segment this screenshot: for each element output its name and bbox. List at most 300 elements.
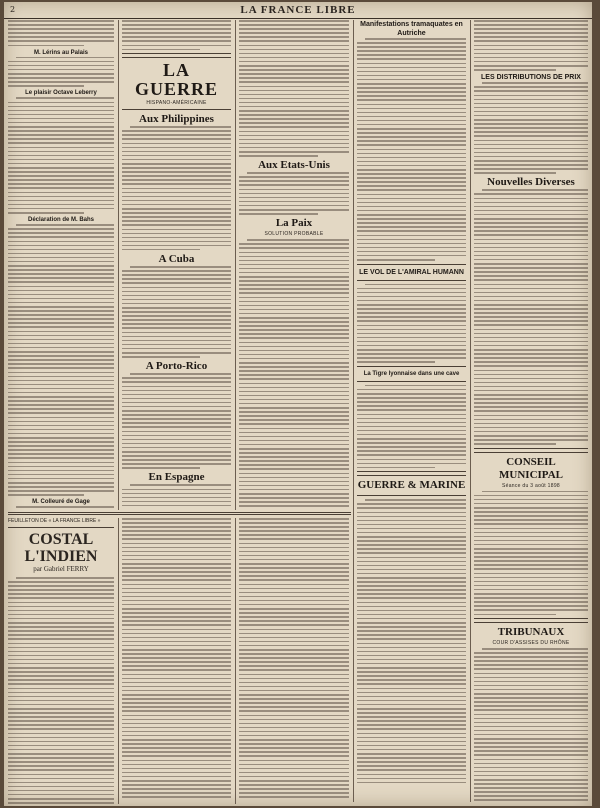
text-line bbox=[8, 372, 114, 374]
text-line bbox=[122, 588, 231, 590]
text-line bbox=[474, 239, 588, 241]
text-line bbox=[474, 28, 588, 30]
text-line bbox=[122, 543, 231, 545]
text-line bbox=[122, 596, 231, 598]
text-line bbox=[239, 760, 349, 762]
text-line bbox=[122, 547, 231, 549]
text-line bbox=[357, 765, 466, 767]
column-rule bbox=[118, 518, 119, 804]
column-1 bbox=[8, 20, 114, 508]
text-line bbox=[8, 655, 114, 657]
text-line bbox=[122, 555, 231, 557]
text-line bbox=[8, 331, 114, 333]
text-line bbox=[122, 159, 231, 161]
text-line bbox=[122, 163, 231, 165]
text-line bbox=[239, 682, 349, 684]
text-line bbox=[8, 61, 114, 63]
text-line bbox=[122, 686, 231, 688]
text-line bbox=[8, 318, 114, 320]
text-line bbox=[122, 352, 231, 354]
text-line bbox=[474, 304, 588, 306]
text-line bbox=[474, 284, 588, 286]
text-line bbox=[239, 612, 349, 614]
divider bbox=[8, 527, 114, 528]
text-line bbox=[122, 592, 231, 594]
text-line bbox=[8, 294, 114, 296]
text-line bbox=[357, 181, 466, 183]
text-line bbox=[239, 24, 349, 26]
text-line bbox=[122, 336, 231, 338]
text-line bbox=[474, 206, 588, 208]
text-line bbox=[239, 90, 349, 92]
text-line bbox=[357, 235, 466, 237]
text-line bbox=[357, 512, 466, 514]
divider bbox=[122, 53, 231, 58]
text-line bbox=[357, 202, 466, 204]
text-line bbox=[239, 49, 349, 51]
text-line bbox=[474, 288, 588, 290]
text-line bbox=[474, 759, 588, 761]
text-line bbox=[122, 229, 231, 231]
text-line bbox=[474, 247, 588, 249]
text-line bbox=[239, 653, 349, 655]
text-line bbox=[8, 69, 114, 71]
text-line bbox=[8, 749, 114, 751]
text-line bbox=[122, 731, 231, 733]
text-line bbox=[474, 573, 588, 575]
text-line bbox=[122, 641, 231, 643]
text-line bbox=[474, 57, 588, 59]
text-line bbox=[122, 224, 231, 226]
text-line bbox=[474, 656, 588, 658]
text-line bbox=[8, 65, 114, 67]
text-line bbox=[8, 130, 114, 132]
text-line bbox=[122, 381, 231, 383]
text-line bbox=[474, 673, 588, 675]
text-line bbox=[8, 85, 84, 87]
text-line bbox=[474, 361, 588, 363]
text-line bbox=[357, 782, 466, 784]
text-line bbox=[357, 663, 466, 665]
text-line bbox=[357, 325, 466, 327]
text-line bbox=[474, 730, 588, 732]
text-line bbox=[239, 122, 349, 124]
text-line bbox=[122, 220, 231, 222]
text-line bbox=[357, 520, 466, 522]
text-line bbox=[474, 427, 588, 429]
text-line bbox=[239, 518, 349, 520]
text-line bbox=[474, 689, 588, 691]
text-line bbox=[239, 139, 349, 141]
text-line bbox=[239, 135, 349, 137]
text-line bbox=[130, 126, 231, 128]
text-line bbox=[122, 633, 231, 635]
text-line bbox=[122, 505, 231, 507]
text-line bbox=[474, 431, 588, 433]
text-line bbox=[8, 265, 114, 267]
text-line bbox=[8, 581, 114, 583]
text-line bbox=[239, 735, 349, 737]
text-line bbox=[239, 403, 349, 405]
text-line bbox=[357, 434, 466, 436]
text-line bbox=[474, 701, 588, 703]
text-line bbox=[8, 745, 114, 747]
text-line bbox=[8, 208, 114, 210]
text-line bbox=[474, 540, 588, 542]
text-line bbox=[8, 404, 114, 406]
text-line bbox=[239, 350, 349, 352]
article-heading: GUERRE & MARINE bbox=[357, 479, 466, 492]
text-line bbox=[239, 477, 349, 479]
text-line bbox=[474, 140, 588, 142]
text-line bbox=[474, 799, 588, 801]
text-line bbox=[122, 575, 231, 577]
text-line bbox=[474, 435, 588, 437]
text-line bbox=[122, 171, 231, 173]
text-line bbox=[357, 312, 466, 314]
text-line bbox=[474, 316, 588, 318]
text-line bbox=[122, 241, 231, 243]
text-line bbox=[239, 624, 349, 626]
text-line bbox=[8, 457, 114, 459]
text-line bbox=[8, 28, 114, 30]
text-line bbox=[474, 507, 588, 509]
text-line bbox=[357, 577, 466, 579]
text-line bbox=[239, 460, 349, 462]
text-line bbox=[357, 597, 466, 599]
text-line bbox=[239, 440, 349, 442]
text-line bbox=[8, 355, 114, 357]
text-line bbox=[474, 329, 588, 331]
text-line bbox=[482, 189, 588, 191]
text-line bbox=[357, 198, 466, 200]
text-line bbox=[8, 622, 114, 624]
text-line bbox=[239, 538, 349, 540]
text-line bbox=[474, 349, 588, 351]
text-line bbox=[474, 709, 588, 711]
text-line bbox=[122, 678, 231, 680]
text-line bbox=[122, 467, 200, 469]
text-line bbox=[357, 194, 466, 196]
text-line bbox=[474, 95, 588, 97]
text-line bbox=[239, 489, 349, 491]
text-line bbox=[239, 288, 349, 290]
text-line bbox=[474, 609, 588, 611]
text-line bbox=[8, 204, 114, 206]
text-line bbox=[8, 392, 114, 394]
text-line bbox=[474, 601, 588, 603]
section-title: LA GUERRE bbox=[134, 60, 218, 100]
text-line bbox=[122, 608, 231, 610]
text-line bbox=[474, 560, 588, 562]
text-line bbox=[474, 115, 588, 117]
text-line bbox=[474, 677, 588, 679]
divider bbox=[357, 264, 466, 265]
text-line bbox=[8, 606, 114, 608]
text-line bbox=[474, 353, 588, 355]
text-line bbox=[8, 449, 114, 451]
text-line bbox=[122, 567, 231, 569]
text-line bbox=[239, 197, 349, 199]
text-line bbox=[8, 470, 114, 472]
article-text bbox=[8, 97, 114, 213]
text-line bbox=[357, 634, 466, 636]
section-subtitle: HISPANO-AMÉRICAINE bbox=[146, 100, 207, 107]
text-line bbox=[474, 144, 588, 146]
article-heading: La Tigre lyonnaise dans une cave bbox=[363, 370, 460, 377]
text-line bbox=[239, 710, 349, 712]
text-line bbox=[122, 402, 231, 404]
text-line bbox=[357, 149, 466, 151]
text-line bbox=[239, 284, 349, 286]
text-line bbox=[239, 110, 349, 112]
text-line bbox=[16, 577, 114, 579]
text-line bbox=[474, 131, 588, 133]
text-line bbox=[357, 414, 466, 416]
text-line bbox=[357, 573, 466, 575]
feuilleton-separator bbox=[8, 514, 351, 515]
text-line bbox=[8, 306, 114, 308]
text-line bbox=[8, 151, 114, 153]
text-line bbox=[357, 165, 466, 167]
text-line bbox=[8, 675, 114, 677]
text-line bbox=[8, 253, 114, 255]
text-line bbox=[357, 230, 466, 232]
text-line bbox=[122, 134, 231, 136]
text-line bbox=[239, 102, 349, 104]
article-text bbox=[474, 189, 588, 444]
text-line bbox=[239, 567, 349, 569]
text-line bbox=[239, 637, 349, 639]
text-line bbox=[239, 727, 349, 729]
text-line bbox=[357, 741, 466, 743]
text-line bbox=[8, 339, 114, 341]
article-text bbox=[122, 373, 231, 469]
text-line bbox=[474, 320, 588, 322]
text-line bbox=[474, 337, 588, 339]
text-line bbox=[239, 362, 349, 364]
article-text bbox=[122, 518, 231, 798]
text-line bbox=[8, 429, 114, 431]
text-line bbox=[474, 259, 588, 261]
text-line bbox=[8, 712, 114, 714]
text-line bbox=[239, 325, 349, 327]
text-line bbox=[239, 45, 349, 47]
text-line bbox=[8, 20, 114, 22]
text-line bbox=[8, 782, 114, 784]
text-line bbox=[122, 175, 231, 177]
text-line bbox=[357, 422, 466, 424]
text-line bbox=[474, 292, 588, 294]
text-line bbox=[122, 431, 231, 433]
text-line bbox=[239, 301, 349, 303]
text-line bbox=[8, 790, 114, 792]
text-line bbox=[239, 213, 318, 215]
text-line bbox=[122, 760, 231, 762]
text-line bbox=[239, 201, 349, 203]
text-line bbox=[8, 155, 114, 157]
text-line bbox=[239, 337, 349, 339]
text-line bbox=[239, 747, 349, 749]
text-line bbox=[474, 681, 588, 683]
text-line bbox=[474, 544, 588, 546]
text-line bbox=[474, 734, 588, 736]
text-line bbox=[239, 297, 349, 299]
text-line bbox=[357, 218, 466, 220]
text-line bbox=[239, 346, 349, 348]
text-line bbox=[474, 255, 588, 257]
text-line bbox=[474, 99, 588, 101]
text-line bbox=[239, 126, 349, 128]
text-line bbox=[122, 270, 231, 272]
text-line bbox=[122, 208, 231, 210]
text-line bbox=[239, 715, 349, 717]
text-line bbox=[122, 179, 231, 181]
text-line bbox=[474, 722, 588, 724]
text-line bbox=[122, 311, 231, 313]
text-line bbox=[474, 523, 588, 525]
text-line bbox=[357, 401, 466, 403]
text-line bbox=[239, 473, 349, 475]
text-line bbox=[239, 501, 349, 503]
text-line bbox=[357, 316, 466, 318]
divider bbox=[474, 618, 588, 623]
text-line bbox=[239, 131, 349, 133]
text-line bbox=[357, 91, 466, 93]
text-line bbox=[122, 698, 231, 700]
text-line bbox=[357, 259, 435, 261]
text-line bbox=[357, 222, 466, 224]
text-line bbox=[239, 114, 349, 116]
text-line bbox=[239, 354, 349, 356]
text-line bbox=[122, 559, 231, 561]
text-line bbox=[122, 653, 231, 655]
text-line bbox=[122, 356, 200, 358]
text-line bbox=[122, 394, 231, 396]
text-line bbox=[357, 226, 466, 228]
text-line bbox=[239, 468, 349, 470]
article-text bbox=[8, 20, 114, 46]
text-line bbox=[239, 260, 349, 262]
text-line bbox=[474, 345, 588, 347]
text-line bbox=[474, 499, 588, 501]
text-line bbox=[122, 414, 231, 416]
text-line bbox=[357, 79, 466, 81]
text-line bbox=[357, 83, 466, 85]
text-line bbox=[474, 775, 588, 777]
text-line bbox=[122, 459, 231, 461]
article-text bbox=[357, 284, 466, 363]
text-line bbox=[239, 247, 349, 249]
text-line bbox=[8, 24, 114, 26]
text-line bbox=[8, 696, 114, 698]
text-line bbox=[474, 324, 588, 326]
text-line bbox=[474, 214, 588, 216]
text-line bbox=[357, 333, 466, 335]
text-line bbox=[474, 374, 588, 376]
text-line bbox=[357, 75, 466, 77]
text-line bbox=[357, 548, 466, 550]
text-line bbox=[122, 690, 231, 692]
text-line bbox=[357, 50, 466, 52]
text-line bbox=[474, 738, 588, 740]
text-line bbox=[239, 497, 349, 499]
text-line bbox=[239, 272, 349, 274]
article-heading: Déclaration de M. Bahs bbox=[27, 217, 95, 224]
text-line bbox=[122, 723, 231, 725]
text-line bbox=[8, 310, 114, 312]
text-line bbox=[357, 42, 466, 44]
text-line bbox=[357, 561, 466, 563]
text-line bbox=[357, 647, 466, 649]
text-line bbox=[357, 206, 466, 208]
text-line bbox=[122, 522, 231, 524]
text-line bbox=[122, 28, 231, 30]
feuilleton-column-1 bbox=[8, 518, 114, 804]
text-line bbox=[239, 292, 349, 294]
text-line bbox=[239, 604, 349, 606]
text-line bbox=[474, 234, 588, 236]
text-line bbox=[239, 276, 349, 278]
text-line bbox=[122, 669, 231, 671]
text-line bbox=[122, 751, 231, 753]
text-line bbox=[474, 652, 588, 654]
article-text bbox=[474, 20, 588, 71]
text-line bbox=[130, 373, 231, 375]
article-heading: Le plaisir Octave Leberry bbox=[25, 90, 97, 97]
text-line bbox=[122, 727, 231, 729]
text-line bbox=[357, 418, 466, 420]
text-line bbox=[474, 439, 588, 441]
text-line bbox=[474, 742, 588, 744]
text-line bbox=[239, 81, 349, 83]
text-line bbox=[357, 189, 466, 191]
text-line bbox=[474, 263, 588, 265]
text-line bbox=[357, 442, 466, 444]
text-line bbox=[239, 378, 349, 380]
text-line bbox=[239, 616, 349, 618]
text-line bbox=[122, 418, 231, 420]
text-line bbox=[8, 634, 114, 636]
text-line bbox=[474, 65, 588, 67]
text-line bbox=[122, 710, 231, 712]
text-line bbox=[357, 688, 466, 690]
text-line bbox=[357, 389, 466, 391]
text-line bbox=[8, 761, 114, 763]
text-line bbox=[122, 682, 231, 684]
text-line bbox=[122, 398, 231, 400]
text-line bbox=[8, 437, 114, 439]
text-line bbox=[122, 192, 231, 194]
text-line bbox=[122, 657, 231, 659]
text-line bbox=[239, 444, 349, 446]
text-line bbox=[122, 410, 231, 412]
text-line bbox=[357, 667, 466, 669]
text-line bbox=[122, 530, 231, 532]
text-line bbox=[474, 660, 588, 662]
text-line bbox=[357, 675, 466, 677]
text-line bbox=[8, 683, 114, 685]
text-line bbox=[122, 747, 231, 749]
text-line bbox=[357, 643, 466, 645]
text-line bbox=[239, 559, 349, 561]
text-line bbox=[122, 784, 231, 786]
text-line bbox=[357, 239, 466, 241]
text-line bbox=[474, 251, 588, 253]
text-line bbox=[474, 726, 588, 728]
article-text bbox=[474, 648, 588, 804]
text-line bbox=[239, 456, 349, 458]
